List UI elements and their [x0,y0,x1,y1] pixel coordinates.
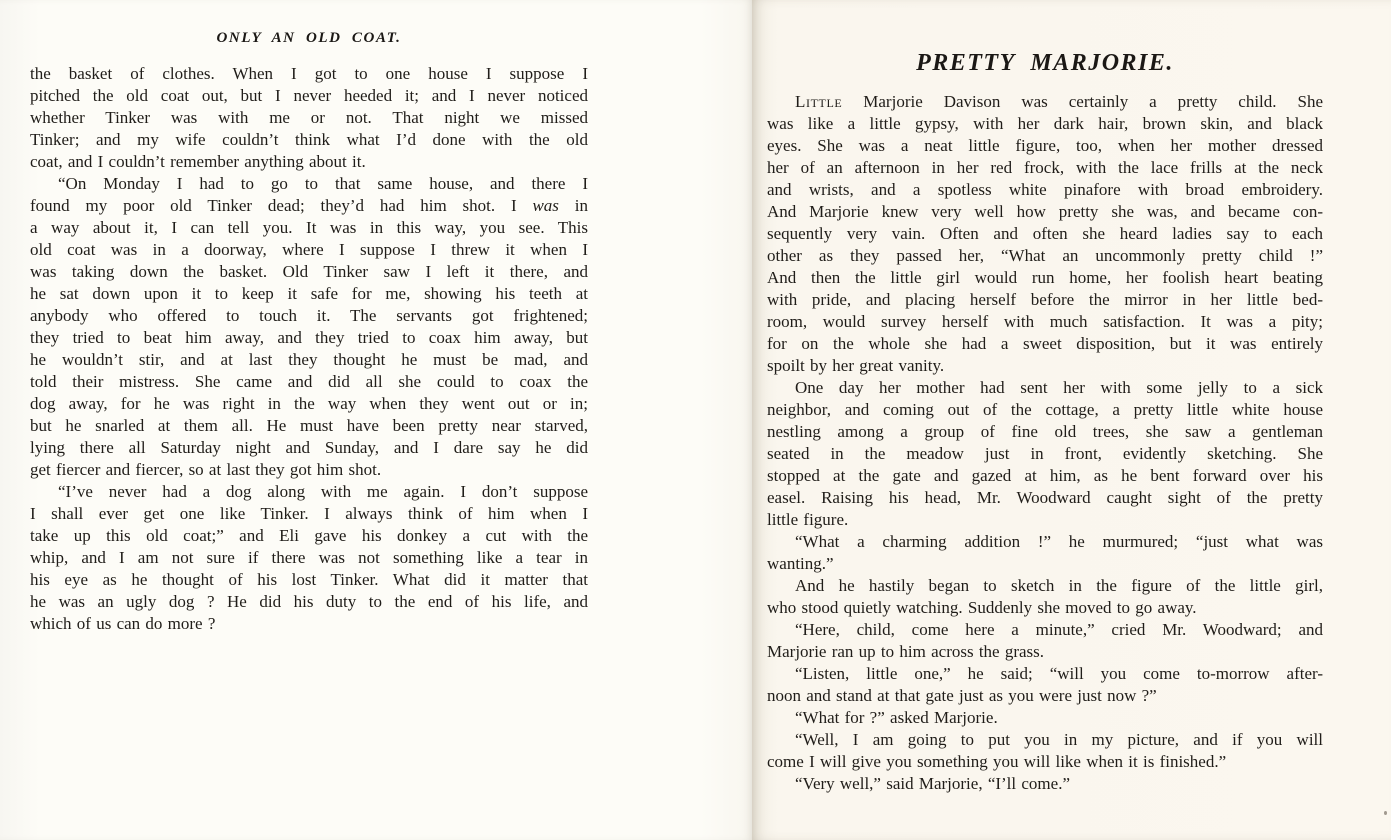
text-line: room, would survey herself with much satisfaction. It was a pity; [767,312,1323,331]
text-line: told their mistress. She came and did all she could to coax the [30,372,588,391]
paragraph [767,377,1323,531]
text-line: whip, and I am not sure if there was not something like a tear in [30,548,588,567]
text-line: noon and stand at that gate just as you were just now ?” [767,686,1157,705]
text-line: and wrists, and a spotless white pinafore with broad embroidery. [767,180,1323,199]
text-line: he sat down upon it to keep it safe for me, showing his teeth at [30,284,588,303]
text-line: “Very well,” said Marjorie, “I’ll come.” [795,774,1070,793]
paragraph [767,575,1323,619]
text-line: eyes. She was a neat little figure, too, when her mother dressed [767,136,1323,155]
text-line: “Well, I am going to put you in my picture, and if you will [795,730,1323,749]
text-line: And he hastily began to sketch in the figure of the little girl, [795,576,1323,595]
text-line: he was an ugly dog ? He did his duty to the end of his life, and [30,592,588,611]
text-line: Tinker; and my wife couldn’t think what I’d done with the old [30,130,588,149]
text-line: whether Tinker was with me or not. That night we missed [30,108,588,127]
text-line: they tried to beat him away, and they tried to coax him away, but [30,328,588,347]
text-line: And Marjorie knew very well how pretty she was, and became con- [767,202,1323,221]
text-line: “I’ve never had a dog along with me again. I don’t suppose [58,482,588,501]
scan-speck [1384,811,1387,815]
text-line: pitched the old coat out, but I never heeded it; and I never noticed [30,86,588,105]
paragraph [767,91,1323,377]
text-line: lying there all Saturday night and Sunday, and I dare say he did [30,438,588,457]
right-page [752,0,1391,840]
text-line: Little Marjorie Davison was certainly a pretty child. She [795,92,1323,111]
text-line: anybody who offered to touch it. The servants got frightened; [30,306,588,325]
paragraph [30,173,588,481]
text-line: One day her mother had sent her with some jelly to a sick [795,378,1323,397]
text-line: was taking down the basket. Old Tinker saw I left it there, and [30,262,588,281]
text-line: for on the whole she had a sweet disposition, but it was entirely [767,334,1323,353]
text-line: come I will give you something you will like when it is finished.” [767,752,1227,771]
right-text-column [767,50,1323,795]
text-line: found my poor old Tinker dead; they’d had him shot. I was in [30,196,588,215]
text-line: with pride, and placing herself before the mirror in her little bed- [767,290,1323,309]
text-line: her of an afternoon in her red frock, with the lace frills at the neck [767,158,1323,177]
paragraph [30,481,588,635]
text-line: “What a charming addition !” he murmured; “just what was [795,532,1323,551]
paragraph [767,707,1323,729]
text-line: old coat was in a doorway, where I suppose I threw it when I [30,240,588,259]
text-line: sequently very vain. Often and often she heard ladies say to each [767,224,1323,243]
text-line: which of us can do more ? [30,614,216,633]
text-line: neighbor, and coming out of the cottage, a pretty little white house [767,400,1323,419]
text-line: nestling among a group of fine old trees, she saw a gentleman [767,422,1323,441]
text-line: Marjorie ran up to him across the grass. [767,642,1045,661]
left-text-column [30,30,588,635]
text-line: “What for ?” asked Marjorie. [795,708,998,727]
text-line: spoilt by her great vanity. [767,356,945,375]
paragraph [767,619,1323,663]
paragraph [767,663,1323,707]
text-line: “Listen, little one,” he said; “will you come to-morrow after- [795,664,1323,683]
text-line: And then the little girl would run home, her foolish heart beating [767,268,1323,287]
text-line: get fiercer and fiercer, so at last they got him shot. [30,460,382,479]
text-line: who stood quietly watching. Suddenly she moved to go away. [767,598,1197,617]
paragraph [30,63,588,173]
text-line: “On Monday I had to go to that same house, and there I [58,174,588,193]
text-line: but he snarled at them all. He must have been pretty near starved, [30,416,588,435]
text-line: dog away, for he was right in the way when they went out or in; [30,394,588,413]
text-line: a way about it, I can tell you. It was in this way, you see. This [30,218,588,237]
text-line: he wouldn’t stir, and at last they thought he must be mad, and [30,350,588,369]
left-page-body [30,63,588,635]
text-line: stopped at the gate and gazed at him, as he bent forward over his [767,466,1323,485]
text-line: other as they passed her, “What an uncommonly pretty child !” [767,246,1323,265]
text-line: wanting.” [767,554,834,573]
text-line: was like a little gypsy, with her dark hair, brown skin, and black [767,114,1323,133]
text-line: “Here, child, come here a minute,” cried Mr. Woodward; and [795,620,1323,639]
text-line: the basket of clothes. When I got to one house I suppose I [30,64,588,83]
running-header: ONLY AN OLD COAT. [216,30,402,46]
text-line: seated in the meadow just in front, evidently sketching. She [767,444,1323,463]
text-line: coat, and I couldn’t remember anything about it. [30,152,366,171]
paragraph [767,729,1323,773]
text-line: his eye as he thought of his lost Tinker. What did it matter that [30,570,588,589]
text-line: little figure. [767,510,849,529]
paragraph [767,773,1323,795]
text-line: I shall ever get one like Tinker. I always think of him when I [30,504,588,523]
story-title: PRETTY MARJORIE. [916,50,1174,76]
text-line: take up this old coat;” and Eli gave his donkey a cut with the [30,526,588,545]
right-page-body [767,91,1323,795]
text-line: easel. Raising his head, Mr. Woodward caught sight of the pretty [767,488,1323,507]
paragraph [767,531,1323,575]
